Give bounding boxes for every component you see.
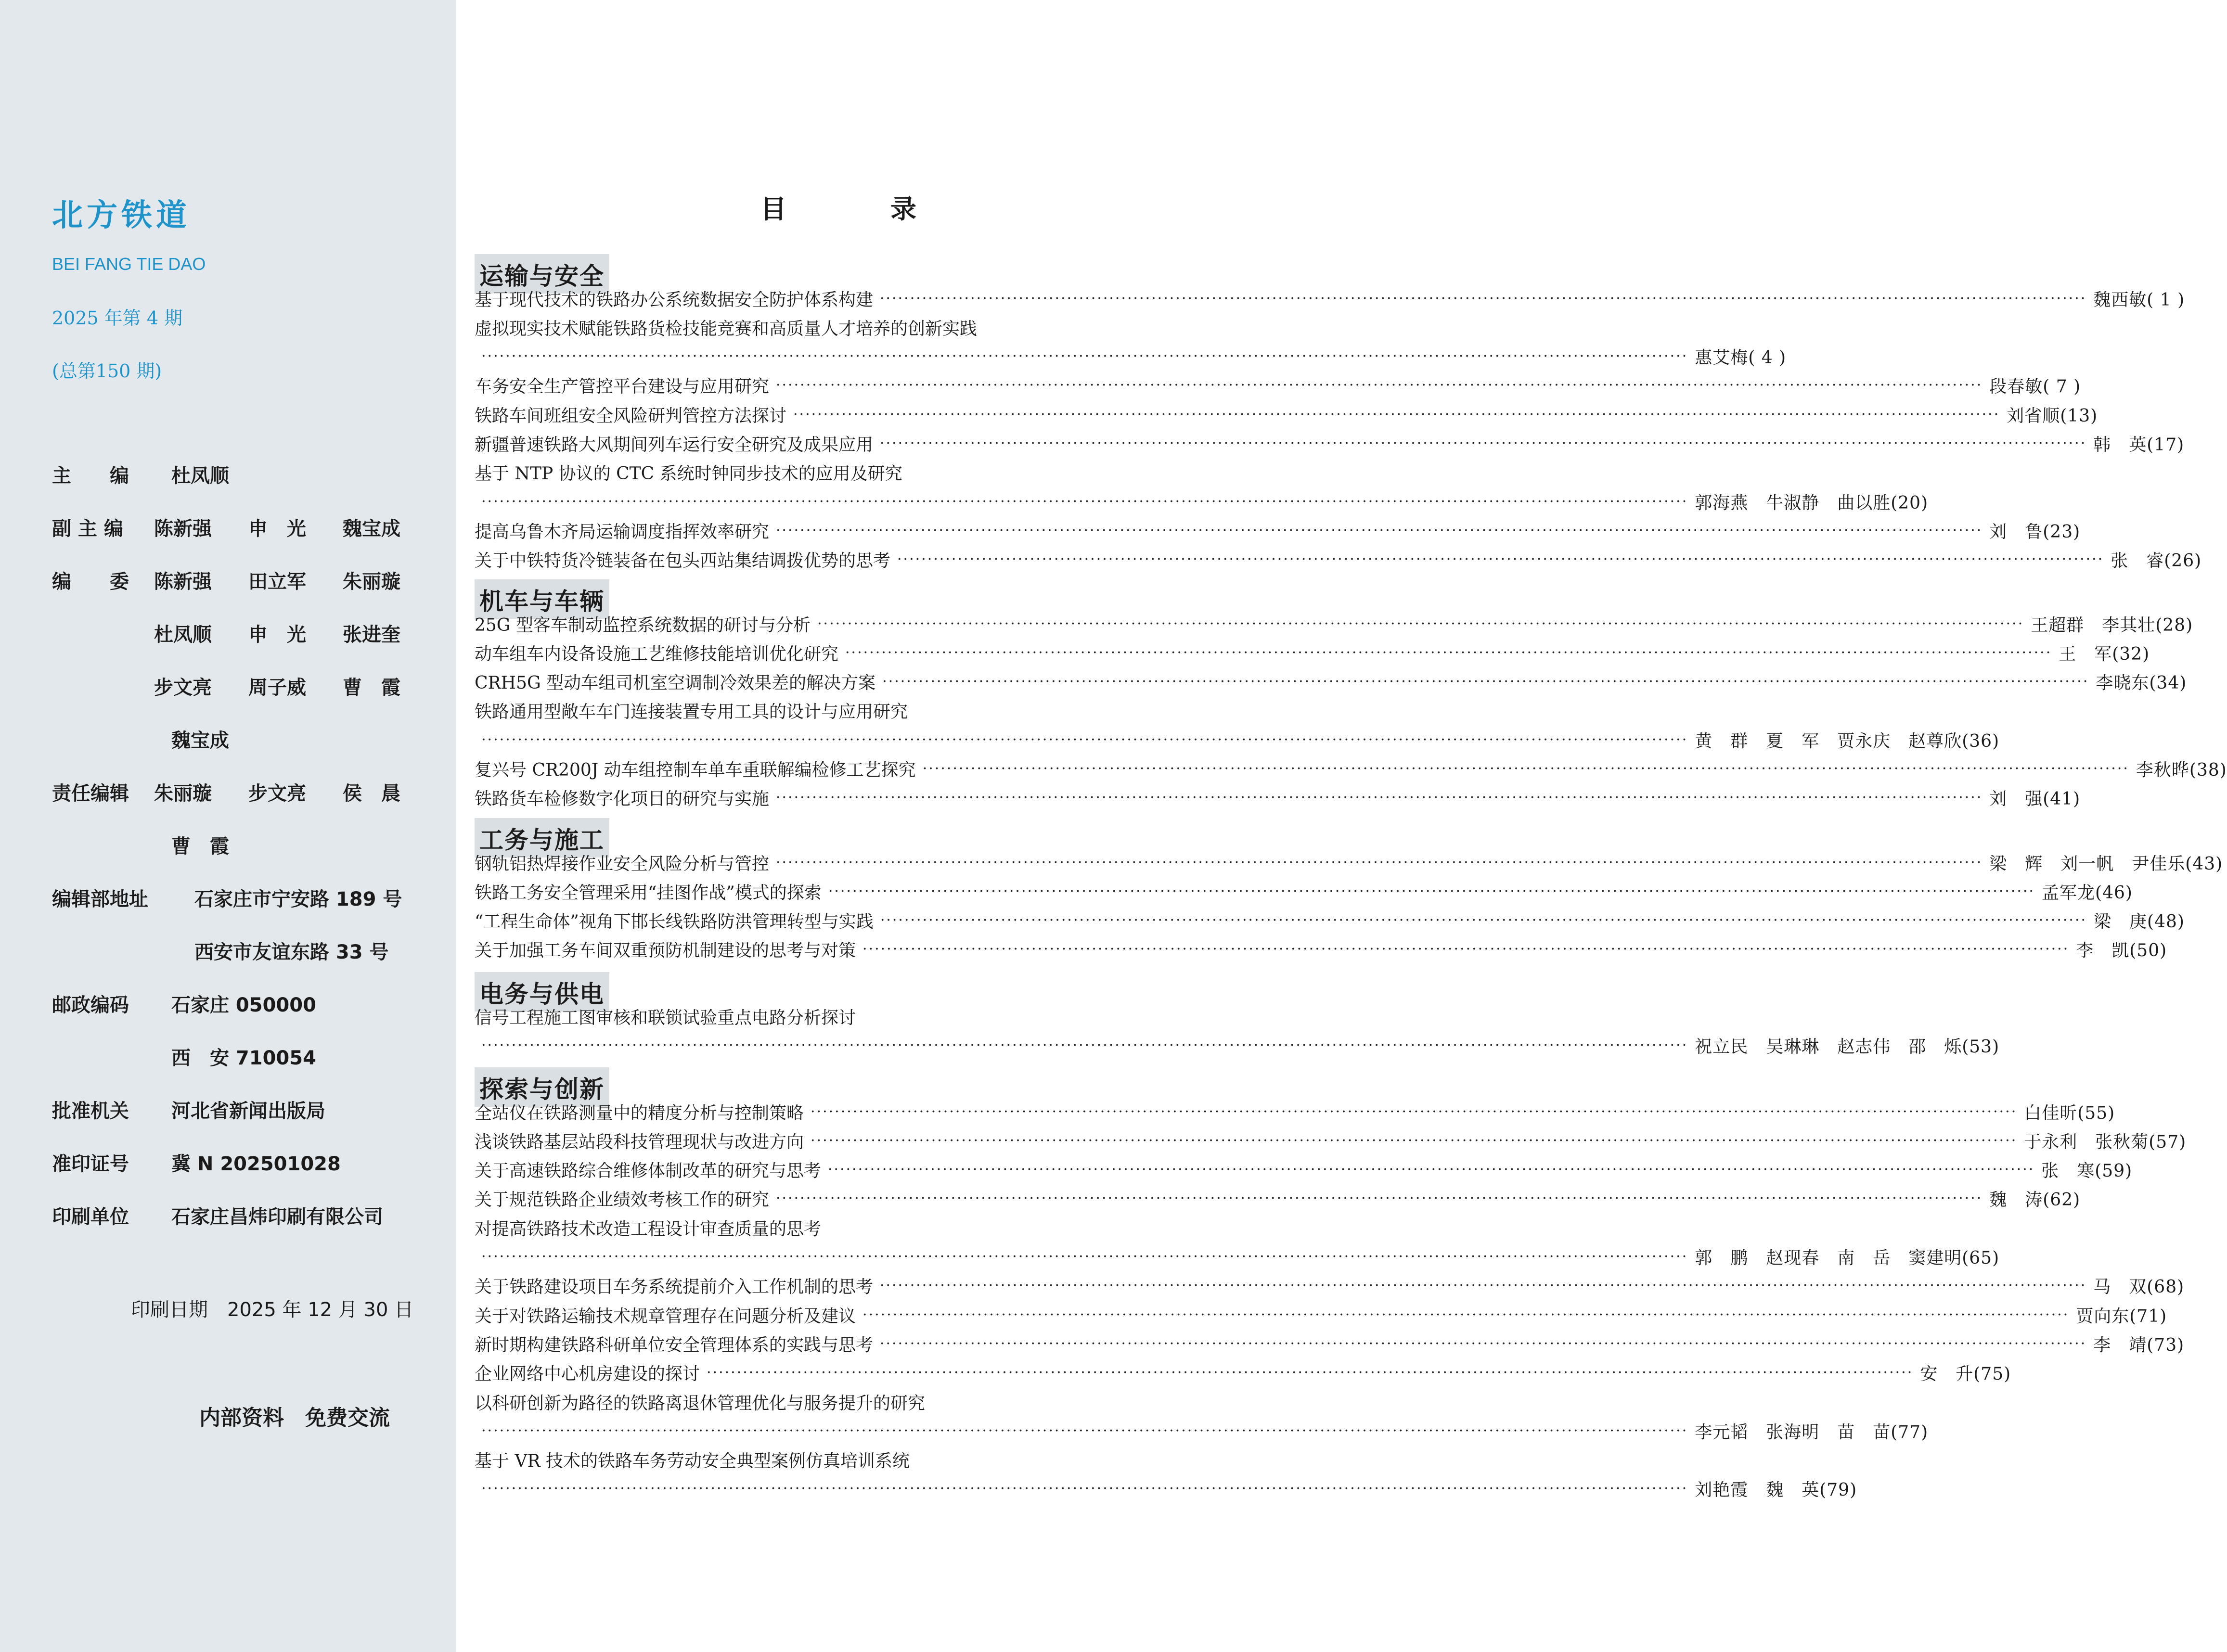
postcode-label: 邮政编码 <box>52 994 129 1016</box>
toc-entry[interactable] <box>475 848 2223 877</box>
masthead-sidebar <box>0 0 456 1652</box>
dot-leader: ········································································································································································································ <box>880 912 2087 929</box>
toc-entry[interactable] <box>475 313 1206 342</box>
dot-leader: ········································································································································································································ <box>481 1422 1688 1439</box>
responsible-editor-name: 侯 晨 <box>343 782 400 805</box>
board-row <box>52 712 437 765</box>
board-member-name: 步文亮 <box>154 676 212 699</box>
toc-entry-title: 新疆普速铁路大风期间列车运行安全研究及成果应用 <box>475 435 874 455</box>
chief-editor-row <box>52 448 437 500</box>
section-heading: 探索与创新 <box>475 1067 609 1107</box>
toc-entry-authors: 李晓东(34) <box>2096 673 2187 693</box>
dot-leader: ········································································································································································································ <box>481 1037 1688 1054</box>
toc-entry-title: 新时期构建铁路科研单位安全管理体系的实践与思考 <box>475 1335 874 1355</box>
toc-entry[interactable] <box>475 1002 1206 1031</box>
responsible-editor-row <box>52 765 437 818</box>
toc-entry-authors: 孟军龙(46) <box>2042 883 2133 903</box>
dot-leader: ········································································································································································································ <box>481 493 1688 510</box>
dot-leader: ········································································································································································································ <box>880 1335 2087 1352</box>
dot-leader: ········································································································································································································ <box>922 760 2129 777</box>
toc-entry[interactable] <box>475 516 2081 545</box>
toc-entry-continuation[interactable] <box>475 1031 2000 1060</box>
dot-leader: ········································································································································································································ <box>897 551 2104 568</box>
toc-entry[interactable] <box>475 1097 2115 1126</box>
dot-leader: ········································································································································································································ <box>828 883 2035 900</box>
toc-entry-authors: 李秋晔(38) <box>2136 760 2227 780</box>
toc-entry-title: 全站仪在铁路测量中的精度分析与控制策略 <box>475 1103 804 1123</box>
toc-entry[interactable] <box>475 609 2193 638</box>
postcode-value: 石家庄 050000 <box>171 994 316 1016</box>
postcode-row <box>52 977 437 1030</box>
toc-entry-continuation[interactable] <box>475 1242 2000 1271</box>
section-heading: 运输与安全 <box>475 254 609 294</box>
dot-leader: ········································································································································································································ <box>481 1480 1688 1498</box>
toc-entry-title: CRH5G 型动车组司机室空调制冷效果差的解决方案 <box>475 673 876 693</box>
dot-leader: ········································································································································································································ <box>845 644 2052 661</box>
dot-leader: ········································································································································································································ <box>811 1132 2018 1149</box>
toc-entry-authors: 刘艳霞 魏 英(79) <box>1695 1480 1857 1500</box>
dot-leader: ········································································································································································································ <box>707 1364 1914 1382</box>
deputy-editor-row <box>52 500 437 553</box>
dot-leader: ········································································································································································································ <box>862 941 2070 958</box>
toc-entry[interactable] <box>475 429 2185 458</box>
toc-entry-authors: 韩 英(17) <box>2093 435 2185 455</box>
toc-entry-authors: 张 睿(26) <box>2111 551 2202 571</box>
toc-entry-authors: 白佳昕(55) <box>2024 1103 2115 1123</box>
toc-entry[interactable] <box>475 1271 2185 1300</box>
address-value: 石家庄市宁安路 189 号 <box>194 888 402 910</box>
toc-entry[interactable] <box>475 545 2202 574</box>
toc-entry-title: 基于现代技术的铁路办公系统数据安全防护体系构建 <box>475 290 874 310</box>
toc-entry[interactable] <box>475 1446 1206 1474</box>
toc-entry-authors: 郭海燕 牛淑静 曲以胜(20) <box>1695 493 1929 513</box>
toc-entry-title: 铁路工务安全管理采用“挂图作战”模式的探索 <box>475 883 822 903</box>
address-value: 西安市友谊东路 33 号 <box>194 941 389 963</box>
toc-entry[interactable] <box>475 1329 2185 1358</box>
toc-entry-authors: 安 升(75) <box>1920 1364 2011 1384</box>
board-member-name: 曹 霞 <box>343 676 400 699</box>
dot-leader: ········································································································································································································ <box>776 854 1983 871</box>
journal-title-cn: 北方铁道 <box>52 198 191 233</box>
deputy-editor-label: 副 主 编 <box>52 517 123 540</box>
board-member-name: 朱丽璇 <box>343 570 400 593</box>
contents-title: 目 录 <box>760 194 916 224</box>
section-heading: 机车与车辆 <box>475 579 609 619</box>
toc-entry-authors: 梁 辉 刘一帆 尹佳乐(43) <box>1989 854 2223 874</box>
toc-entry-authors: 刘省顺(13) <box>2007 406 2098 426</box>
board-label: 编 委 <box>52 570 129 593</box>
board-row <box>52 606 437 659</box>
dot-leader: ········································································································································································································ <box>882 673 2089 691</box>
board-member-name: 杜凤顺 <box>154 623 212 646</box>
toc-entry[interactable] <box>475 783 2081 812</box>
toc-entry-continuation[interactable] <box>475 342 1787 371</box>
toc-entry-authors: 李 靖(73) <box>2093 1335 2185 1355</box>
toc-entry[interactable] <box>475 400 2098 429</box>
postcode-row <box>52 1030 437 1083</box>
toc-entry-continuation[interactable] <box>475 725 2000 754</box>
toc-entry[interactable] <box>475 458 1206 487</box>
toc-entry-title: 对提高铁路技术改造工程设计审查质量的思考 <box>475 1219 822 1239</box>
toc-entry-authors: 魏西敏( 1 ) <box>2093 290 2185 310</box>
toc-entry-continuation[interactable] <box>475 1474 1857 1503</box>
dot-leader: ········································································································································································································ <box>776 789 1983 807</box>
toc-entry[interactable] <box>475 1300 2167 1329</box>
toc-entry-authors: 李元韬 张海明 苗 苗(77) <box>1695 1422 1929 1442</box>
toc-entry[interactable] <box>475 284 2185 313</box>
responsible-editor-label: 责任编辑 <box>52 782 129 805</box>
board-member-name: 申 光 <box>248 623 306 646</box>
toc-entry-continuation[interactable] <box>475 1416 1929 1445</box>
address-row <box>52 871 437 924</box>
toc-entry-title: 关于加强工务车间双重预防机制建设的思考与对策 <box>475 941 856 961</box>
dot-leader: ········································································································································································································ <box>481 1248 1688 1265</box>
printer-value: 石家庄昌炜印刷有限公司 <box>171 1205 383 1228</box>
total-issue-number: (总第150 期) <box>52 360 162 382</box>
address-row <box>52 924 437 977</box>
toc-entry[interactable] <box>475 1184 2081 1213</box>
deputy-editor-name: 魏宝成 <box>343 517 400 540</box>
responsible-editor-row <box>52 818 437 871</box>
permit-value: 冀 N 202501028 <box>171 1153 341 1175</box>
permit-label: 准印证号 <box>52 1153 129 1175</box>
printer-label: 印刷单位 <box>52 1205 129 1228</box>
toc-entry-title: 信号工程施工图审核和联锁试验重点电路分析探讨 <box>475 1008 856 1028</box>
toc-entry-authors: 李 凯(50) <box>2076 941 2167 961</box>
toc-entry-title: 动车组车内设备设施工艺维修技能培训优化研究 <box>475 644 839 664</box>
toc-entry-title: 以科研创新为路径的铁路离退休管理优化与服务提升的研究 <box>475 1393 926 1413</box>
toc-entry-title: 浅谈铁路基层站段科技管理现状与改进方向 <box>475 1132 804 1152</box>
toc-entry-title: 虚拟现实技术赋能铁路货检技能竞赛和高质量人才培养的创新实践 <box>475 319 978 339</box>
board-member-name: 周子威 <box>248 676 306 699</box>
printer-row <box>52 1189 437 1242</box>
toc-entry[interactable] <box>475 638 2150 667</box>
toc-entry-authors: 梁 庚(48) <box>2094 912 2185 932</box>
toc-entry-title: 复兴号 CR200J 动车组控制车单车重联解编检修工艺探究 <box>475 760 916 780</box>
toc-entry[interactable] <box>475 371 2081 400</box>
toc-entry[interactable] <box>475 696 1206 725</box>
dot-leader: ········································································································································································································ <box>776 522 1983 539</box>
chief-editor-label: 主 编 <box>52 464 129 487</box>
dot-leader: ········································································································································································································ <box>880 435 2087 452</box>
board-member-name: 张进奎 <box>343 623 400 646</box>
toc-entry-authors: 祝立民 吴琳琳 赵志伟 邵 烁(53) <box>1695 1037 2000 1057</box>
toc-entry[interactable] <box>475 1358 2011 1387</box>
toc-entry-title: 关于铁路建设项目车务系统提前介入工作机制的思考 <box>475 1277 874 1297</box>
board-row <box>52 553 437 606</box>
postcode-value: 西 安 710054 <box>171 1047 316 1069</box>
board-member-name: 田立军 <box>248 570 306 593</box>
dot-leader: ········································································································································································································ <box>481 731 1688 748</box>
toc-entry-title: “工程生命体”视角下邯长线铁路防洪管理转型与实践 <box>475 912 874 932</box>
toc-entry-title: 铁路车间班组安全风险研判管控方法探讨 <box>475 406 787 426</box>
deputy-editor-name: 申 光 <box>248 517 306 540</box>
deputy-editor-name: 陈新强 <box>154 517 212 540</box>
dot-leader: ········································································································································································································ <box>880 1277 2087 1294</box>
toc-entry-authors: 贾向东(71) <box>2076 1306 2167 1326</box>
internal-note: 内部资料 免费交流 <box>199 1406 390 1430</box>
toc-entry[interactable] <box>475 755 2227 783</box>
dot-leader: ········································································································································································································ <box>880 290 2087 307</box>
toc-entry[interactable] <box>475 1387 1206 1416</box>
toc-entry-authors: 惠艾梅( 4 ) <box>1695 348 1787 368</box>
issue-number: 2025 年第 4 期 <box>52 307 183 329</box>
board-member-name: 陈新强 <box>154 570 212 593</box>
print-date: 印刷日期 2025 年 12 月 30 日 <box>131 1299 414 1321</box>
toc-entry-authors: 王超群 李其壮(28) <box>2031 615 2193 635</box>
toc-entry[interactable] <box>475 667 2187 696</box>
responsible-editor-name: 朱丽璇 <box>154 782 212 805</box>
approval-row <box>52 1083 437 1136</box>
chief-editor-name: 杜凤顺 <box>171 464 229 487</box>
board-row <box>52 659 437 712</box>
toc-entry-title: 提高乌鲁木齐局运输调度指挥效率研究 <box>475 522 770 542</box>
toc-entry[interactable] <box>475 1155 2133 1184</box>
staff-list <box>52 448 437 1242</box>
toc-entry-authors: 王 军(32) <box>2059 644 2150 664</box>
responsible-editor-name: 步文亮 <box>248 782 306 805</box>
toc-entry-authors: 段春敏( 7 ) <box>1989 377 2081 397</box>
journal-title-en: BEI FANG TIE DAO <box>52 254 206 274</box>
toc-entry-authors: 黄 群 夏 军 贾永庆 赵尊欣(36) <box>1695 731 2000 751</box>
toc-entry-authors: 于永利 张秋菊(57) <box>2024 1132 2187 1152</box>
dot-leader: ········································································································································································································ <box>862 1306 2070 1323</box>
board-member-name: 魏宝成 <box>171 729 229 752</box>
toc-entry-title: 关于高速铁路综合维修体制改革的研究与思考 <box>475 1161 822 1181</box>
address-label: 编辑部地址 <box>52 888 148 910</box>
toc-entry-authors: 魏 涛(62) <box>1989 1190 2081 1210</box>
toc-entry-title: 关于规范铁路企业绩效考核工作的研究 <box>475 1190 770 1210</box>
toc-entry[interactable] <box>475 1213 1206 1242</box>
approval-value: 河北省新闻出版局 <box>171 1100 325 1122</box>
toc-entry[interactable] <box>475 1126 2187 1155</box>
toc-entry-authors: 刘 强(41) <box>1989 789 2081 809</box>
section-heading: 电务与供电 <box>475 972 609 1012</box>
toc-entry-title: 铁路通用型敞车车门连接装置专用工具的设计与应用研究 <box>475 702 908 722</box>
toc-entry[interactable] <box>475 935 2167 964</box>
toc-entry[interactable] <box>475 877 2133 906</box>
toc-entry[interactable] <box>475 906 2185 935</box>
dot-leader: ········································································································································································································ <box>828 1161 2035 1178</box>
approval-label: 批准机关 <box>52 1100 129 1122</box>
permit-row <box>52 1136 437 1189</box>
dot-leader: ········································································································································································································ <box>811 1103 2018 1120</box>
toc-entry-title: 基于 VR 技术的铁路车务劳动安全典型案例仿真培训系统 <box>475 1451 910 1472</box>
dot-leader: ········································································································································································································ <box>776 1190 1983 1207</box>
dot-leader: ········································································································································································································ <box>793 406 2000 423</box>
toc-entry-title: 企业网络中心机房建设的探讨 <box>475 1364 700 1384</box>
toc-entry-authors: 郭 鹏 赵现春 南 岳 窦建明(65) <box>1695 1248 2000 1268</box>
toc-entry-title: 车务安全生产管控平台建设与应用研究 <box>475 377 770 397</box>
section-heading: 工务与施工 <box>475 818 609 858</box>
dot-leader: ········································································································································································································ <box>776 377 1983 394</box>
dot-leader: ········································································································································································································ <box>481 348 1688 365</box>
responsible-editor-name: 曹 霞 <box>171 835 229 858</box>
toc-entry-title: 钢轨铝热焊接作业安全风险分析与管控 <box>475 854 770 874</box>
toc-entry-title: 基于 NTP 协议的 CTC 系统时钟同步技术的应用及研究 <box>475 464 902 484</box>
toc-entry-title: 关于对铁路运输技术规章管理存在问题分析及建议 <box>475 1306 856 1326</box>
toc-entry-authors: 张 寒(59) <box>2041 1161 2133 1181</box>
toc-entry-title: 25G 型客车制动监控系统数据的研讨与分析 <box>475 615 811 635</box>
toc-entry-continuation[interactable] <box>475 487 1929 516</box>
dot-leader: ········································································································································································································ <box>817 615 2024 632</box>
toc-entry-authors: 马 双(68) <box>2093 1277 2185 1297</box>
toc-entry-title: 关于中铁特货冷链装备在包头西站集结调拨优势的思考 <box>475 551 891 571</box>
toc-entry-authors: 刘 鲁(23) <box>1989 522 2081 542</box>
toc-entry-title: 铁路货车检修数字化项目的研究与实施 <box>475 789 770 809</box>
